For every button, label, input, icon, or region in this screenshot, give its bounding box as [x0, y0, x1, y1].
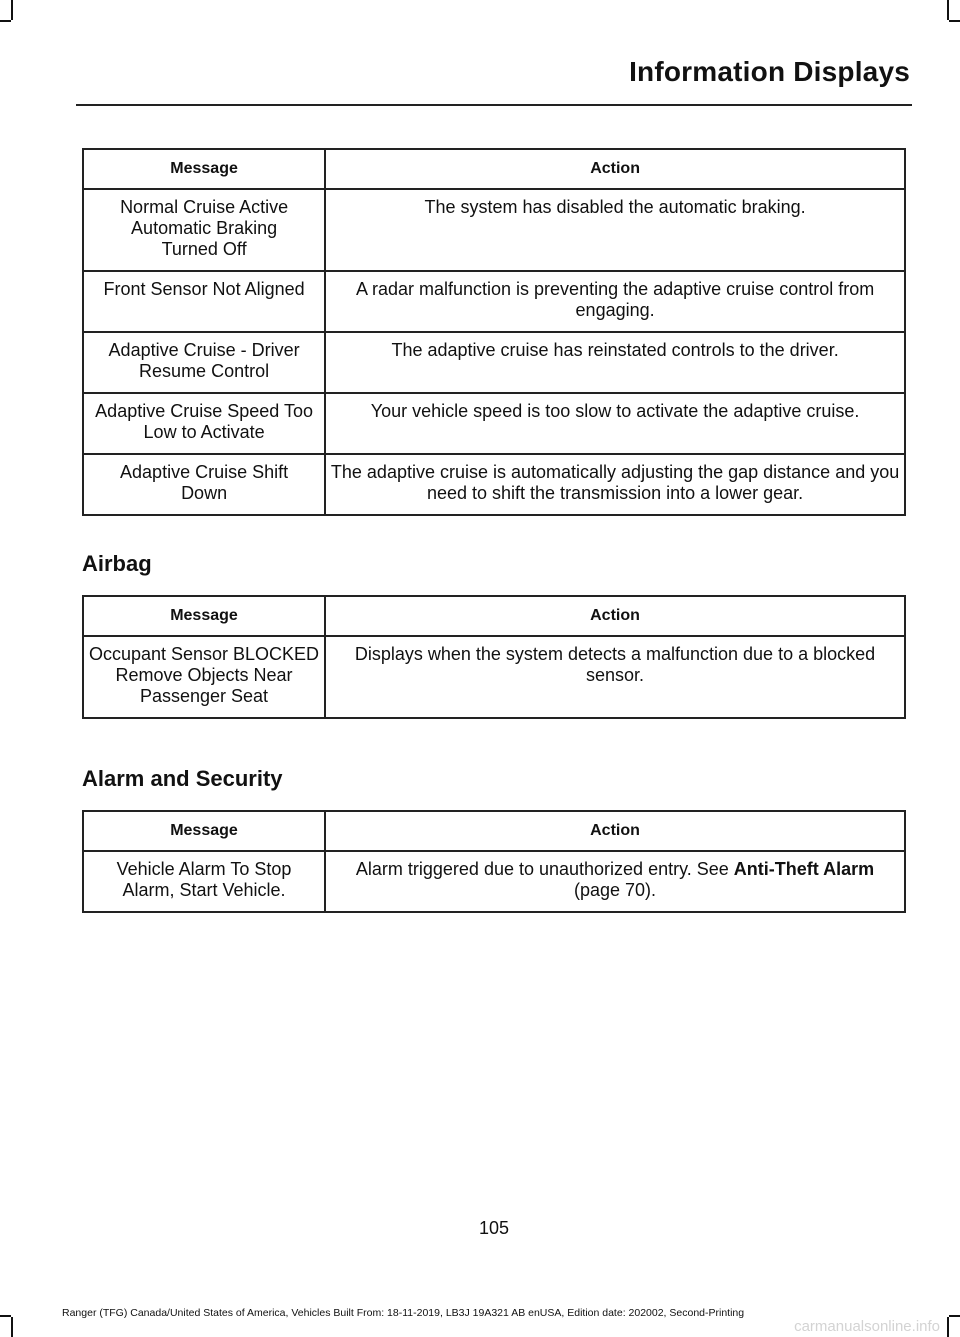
cruise-messages-table	[82, 148, 906, 516]
table-header-row	[83, 149, 905, 189]
action-cell: The system has disabled the automatic braking.	[325, 189, 905, 271]
section-heading-airbag: Airbag	[82, 551, 152, 576]
action-cell: The adaptive cruise is automatically adjusting the gap distance and you need to shift the transmission into a lower gear.	[325, 454, 905, 515]
crop-mark	[949, 1315, 960, 1317]
message-cell: Adaptive Cruise - Driver Resume Control	[83, 332, 325, 393]
action-cell: Displays when the system detects a malfunction due to a blocked sensor.	[325, 636, 905, 718]
action-cell: A radar malfunction is preventing the adaptive cruise control from engaging.	[325, 271, 905, 332]
table-row	[83, 393, 905, 454]
column-header-action: Action	[325, 149, 905, 189]
crop-mark	[11, 0, 13, 20]
crop-mark	[0, 1315, 11, 1317]
message-cell: Adaptive Cruise Shift Down	[83, 454, 325, 515]
table-row	[83, 454, 905, 515]
page-reference: (page 70).	[573, 880, 657, 900]
action-cell: The adaptive cruise has reinstated controls to the driver.	[325, 332, 905, 393]
table-row	[83, 271, 905, 332]
table-row	[83, 189, 905, 271]
footer-edition-info: Ranger (TFG) Canada/United States of America, Vehicles Built From: 18-11-2019, LB3J 19A321 AB enUSA, Edition date: 202002, Second-Printing	[62, 1307, 745, 1319]
page-title: Information Displays	[629, 56, 910, 87]
message-cell: Occupant Sensor BLOCKED Remove Objects Near Passenger Seat	[83, 636, 325, 718]
crop-mark	[947, 1317, 949, 1337]
table-header-row	[83, 596, 905, 636]
alarm-messages-table	[82, 810, 906, 913]
page-number: 105	[478, 1218, 510, 1238]
table-row	[83, 332, 905, 393]
section-heading-alarm: Alarm and Security	[82, 766, 283, 791]
message-cell: Front Sensor Not Aligned	[83, 271, 325, 332]
crop-mark	[11, 1317, 13, 1337]
table-row	[83, 636, 905, 718]
action-cell	[325, 851, 905, 912]
crop-mark	[0, 20, 11, 22]
airbag-messages-table	[82, 595, 906, 719]
column-header-action: Action	[325, 811, 905, 851]
column-header-message: Message	[83, 149, 325, 189]
column-header-message: Message	[83, 596, 325, 636]
anti-theft-alarm-link[interactable]: Anti-Theft Alarm	[733, 859, 875, 879]
message-cell: Normal Cruise Active Automatic Braking Turned Off	[83, 189, 325, 271]
table-row	[83, 851, 905, 912]
crop-mark	[947, 0, 949, 20]
crop-mark	[949, 20, 960, 22]
column-header-action: Action	[325, 596, 905, 636]
action-cell: Your vehicle speed is too slow to activate the adaptive cruise.	[325, 393, 905, 454]
column-header-message: Message	[83, 811, 325, 851]
header-divider	[76, 104, 912, 106]
message-cell: Adaptive Cruise Speed Too Low to Activate	[83, 393, 325, 454]
watermark: carmanualsonline.info	[794, 1318, 940, 1335]
table-header-row	[83, 811, 905, 851]
message-cell: Vehicle Alarm To Stop Alarm, Start Vehicle.	[83, 851, 325, 912]
action-text: Alarm triggered due to unauthorized entry. See	[355, 859, 734, 879]
